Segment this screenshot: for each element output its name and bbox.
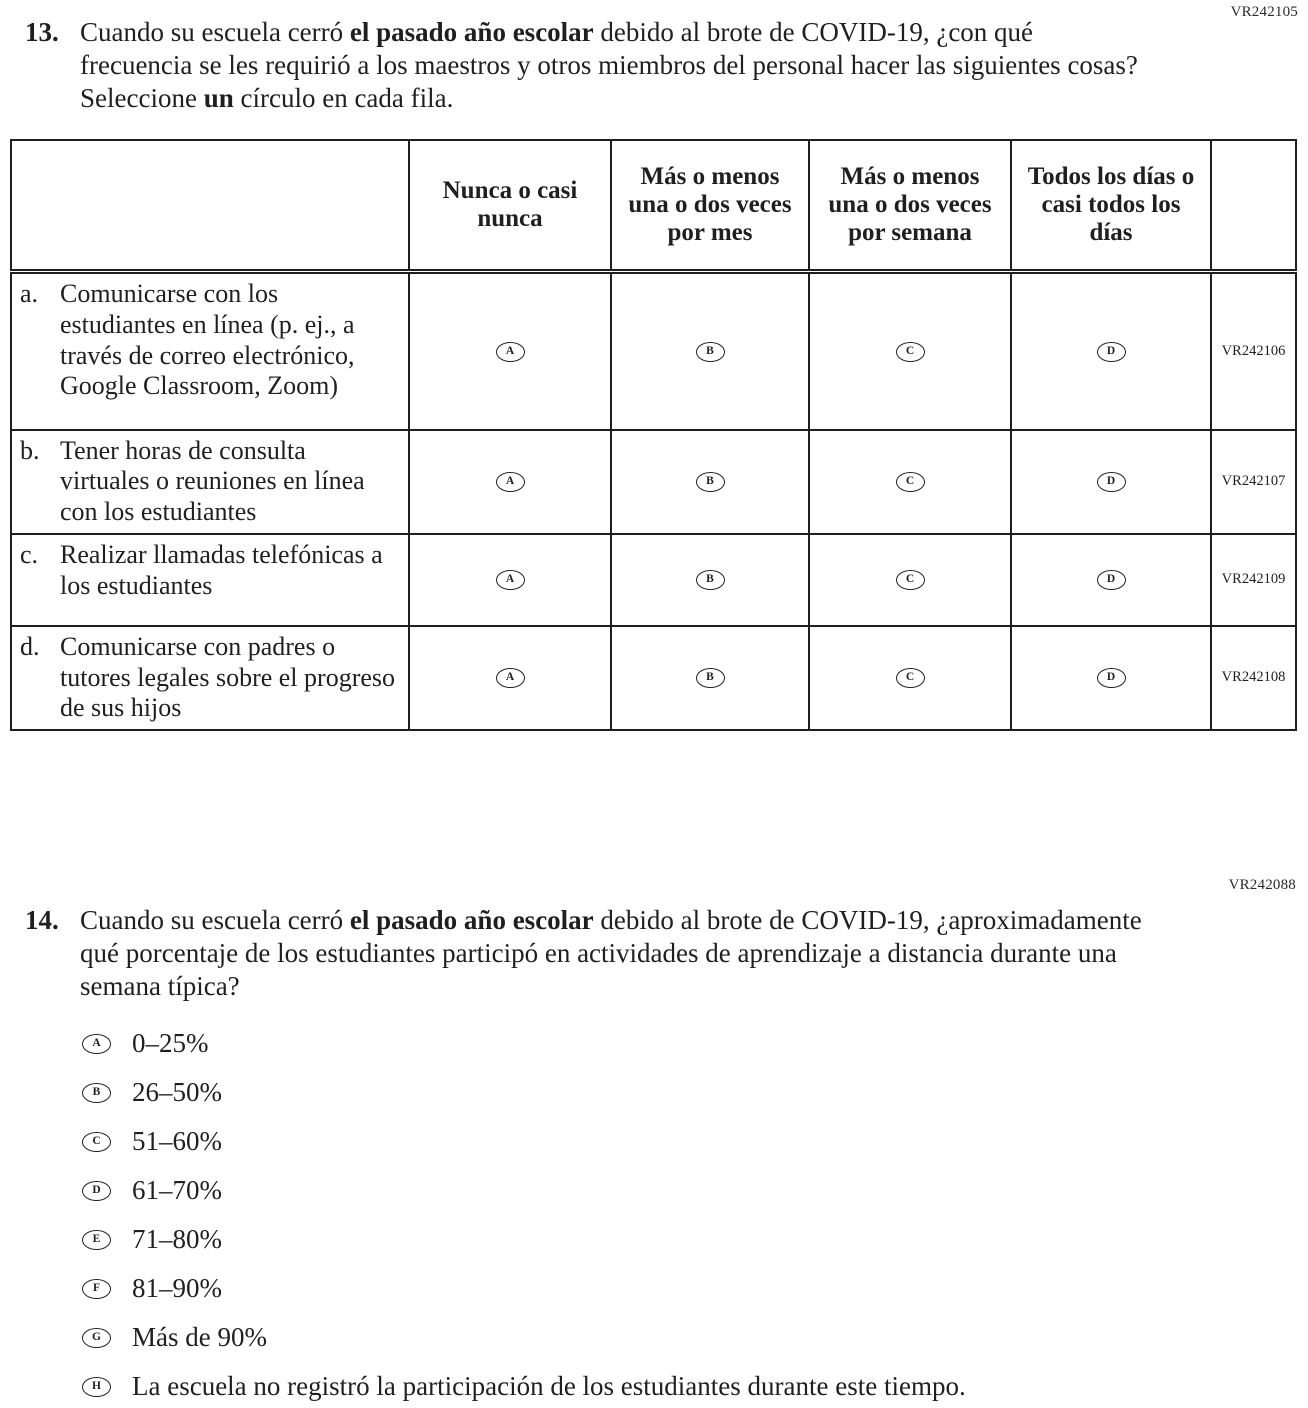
question-14 [0,904,1308,1003]
answer-bubble-d-A[interactable]: A [496,668,525,688]
option-bubble-A[interactable]: A [82,1034,111,1054]
row-d-text: Comunicarse con padres o tutores legales sobre el progreso de sus hijos [60,631,396,723]
row-d-letter: d. [20,631,40,661]
row-c-letter: c. [20,539,39,569]
row-b-cell-B [611,430,809,534]
option-row-D [82,1176,1308,1206]
row-b-label-cell [11,430,409,534]
row-d-cell-B [611,626,809,730]
form-code-mid: VR242088 [1228,876,1296,893]
option-label-E: 71–80% [132,1223,222,1254]
row-c-cell-D [1011,534,1211,626]
answer-bubble-b-D[interactable]: D [1097,472,1126,492]
header-code-cell [1211,140,1296,272]
row-a-cell-A [409,272,611,430]
row-d-cell-A [409,626,611,730]
answer-bubble-a-D[interactable]: D [1097,342,1126,362]
option-bubble-C[interactable]: C [82,1132,111,1152]
row-a-cell-B [611,272,809,430]
option-bubble-E[interactable]: E [82,1230,111,1250]
answer-bubble-c-B[interactable]: B [696,570,725,590]
row-a-label-cell [11,272,409,430]
answer-bubble-c-C[interactable]: C [896,570,925,590]
answer-bubble-d-B[interactable]: B [696,668,725,688]
row-c-code: VR242109 [1211,534,1296,626]
option-label-D: 61–70% [132,1174,222,1205]
row-d-label-cell [11,626,409,730]
answer-bubble-b-B[interactable]: B [696,472,725,492]
row-b-cell-D [1011,430,1211,534]
option-bubble-B[interactable]: B [82,1083,111,1103]
row-a-cell-D [1011,272,1211,430]
table-header-row [11,140,1296,272]
question-13-text [80,16,1145,115]
option-label-A: 0–25% [132,1027,209,1058]
answer-bubble-b-A[interactable]: A [496,472,525,492]
answer-bubble-a-A[interactable]: A [496,342,525,362]
q14-text-part1: Cuando su escuela cerró [80,904,350,935]
row-a-text: Comunicarse con los estudiantes en línea (p. ej., a través de correo electrónico, Google Classroom, Zoom) [60,279,355,401]
option-label-G: Más de 90% [132,1321,267,1352]
row-a-cell-C [809,272,1011,430]
answer-bubble-b-C[interactable]: C [896,472,925,492]
option-row-H [82,1372,1308,1402]
row-d-cell-D [1011,626,1211,730]
q13-text-part2: debido al brote de COVID-19, ¿con qué frecuencia se les requirió a los maestros y otros miembros del personal hacer las siguientes cosas? Seleccione [80,17,1138,113]
row-a-code: VR242106 [1211,272,1296,430]
col-header-once-twice-week: Más o menos una o dos veces por semana [809,140,1011,272]
frequency-table [10,139,1297,731]
q13-text-part1: Cuando su escuela cerró [80,17,350,47]
option-bubble-F[interactable]: F [82,1279,111,1299]
answer-bubble-d-C[interactable]: C [896,668,925,688]
answer-bubble-c-A[interactable]: A [496,570,525,590]
option-label-B: 26–50% [132,1076,222,1107]
row-c-label-cell [11,534,409,626]
row-b-text: Tener horas de consulta virtuales o reuniones en línea con los estudiantes [60,435,365,527]
option-label-F: 81–90% [132,1272,222,1303]
answer-bubble-a-C[interactable]: C [896,342,925,362]
answer-bubble-a-B[interactable]: B [696,342,725,362]
q13-text-bold1: el pasado año escolar [349,17,594,47]
row-b-cell-A [409,430,611,534]
header-empty-cell [11,140,409,272]
q13-text-part3: círculo en cada fila. [233,82,454,113]
row-c-cell-A [409,534,611,626]
table-row-a [11,272,1296,430]
option-label-C: 51–60% [132,1125,222,1156]
row-c-cell-B [611,534,809,626]
option-bubble-G[interactable]: G [82,1328,111,1348]
q13-text-bold2: un [203,82,234,113]
row-a-letter: a. [20,279,39,309]
col-header-never: Nunca o casi nunca [409,140,611,272]
col-header-once-twice-month: Más o menos una o dos veces por mes [611,140,809,272]
option-row-F [82,1274,1308,1304]
row-c-text: Realizar llamadas telefónicas a los estudiantes [60,539,383,600]
option-row-G [82,1323,1308,1353]
col-header-every-day: Todos los días o casi todos los días [1011,140,1211,272]
option-row-A [82,1029,1308,1059]
q14-text-bold1: el pasado año escolar [349,904,594,935]
option-row-E [82,1225,1308,1255]
question-13 [0,0,1308,115]
option-bubble-D[interactable]: D [82,1181,111,1201]
row-b-letter: b. [20,435,40,465]
question-14-text [80,904,1145,1003]
table-row-c [11,534,1296,626]
option-row-B [82,1078,1308,1108]
row-d-cell-C [809,626,1011,730]
q14-text-part2: debido al brote de COVID-19, ¿aproximadamente qué porcentaje de los estudiantes participó en actividades de aprendizaje a distancia durante una semana típica? [80,904,1142,1001]
option-row-C [82,1127,1308,1157]
question-13-number: 13. [25,17,59,47]
question-14-number: 14. [25,904,59,935]
row-b-cell-C [809,430,1011,534]
table-row-b [11,430,1296,534]
option-label-H: La escuela no registró la participación de los estudiantes durante este tiempo. [132,1370,966,1401]
answer-bubble-c-D[interactable]: D [1097,570,1126,590]
question-14-options [82,1029,1308,1402]
row-b-code: VR242107 [1211,430,1296,534]
row-d-code: VR242108 [1211,626,1296,730]
row-c-cell-C [809,534,1011,626]
form-code-top: VR242105 [1230,4,1298,20]
option-bubble-H[interactable]: H [82,1377,111,1397]
table-row-d [11,626,1296,730]
answer-bubble-d-D[interactable]: D [1097,668,1126,688]
